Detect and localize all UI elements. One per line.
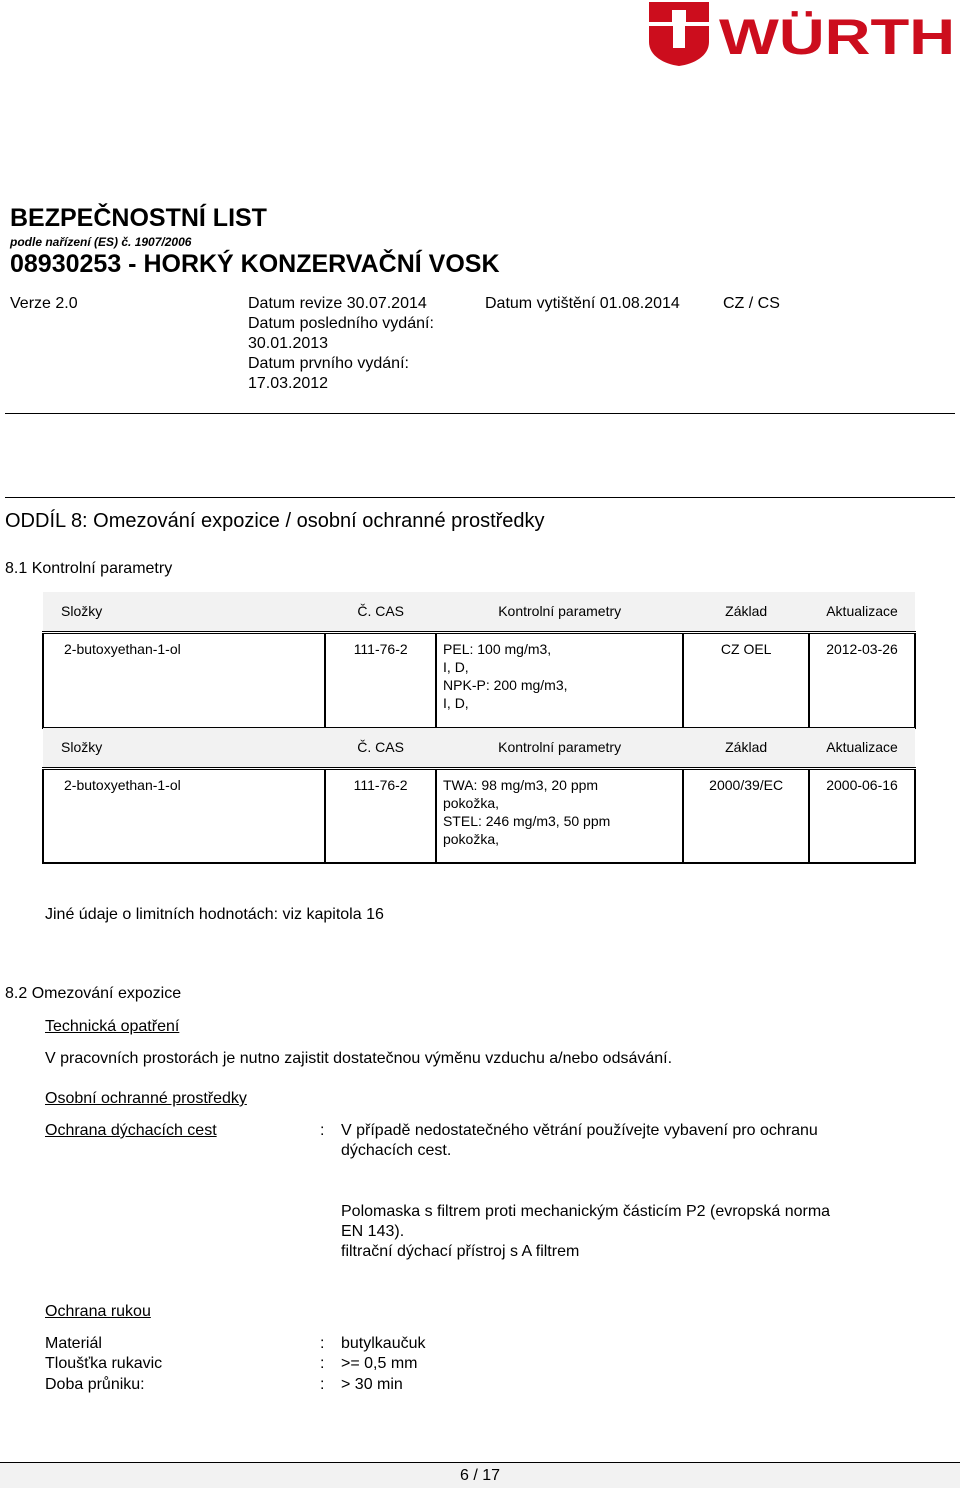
cell-basis: CZ OEL <box>683 632 809 728</box>
col-components: Složky <box>43 728 325 768</box>
col-control-params: Kontrolní parametry <box>436 728 683 768</box>
param-line: I, D, <box>443 658 469 675</box>
document-title: BEZPEČNOSTNÍ LIST <box>10 204 267 232</box>
respiratory-text-line: V případě nedostatečného větrání používejte vybavení pro ochranu <box>341 1122 818 1139</box>
cell-cas: 111-76-2 <box>325 768 436 863</box>
svg-text:WÜRTH: WÜRTH <box>719 9 955 65</box>
table-header-row <box>43 728 915 768</box>
technical-measures-heading: Technická opatření <box>45 1018 180 1035</box>
material-label: Materiál <box>45 1335 102 1352</box>
header-divider <box>5 413 955 414</box>
table-row <box>43 632 915 728</box>
section-title: ODDÍL 8: Omezování expozice / osobní ochranné prostředky <box>5 510 545 532</box>
col-cas: Č. CAS <box>325 592 436 632</box>
respiratory-text-line: filtrační dýchací přístroj s A filtrem <box>341 1243 580 1260</box>
col-components: Složky <box>43 592 325 632</box>
revision-date: Datum revize 30.07.2014 <box>248 295 427 312</box>
control-parameters-table-2 <box>42 728 916 864</box>
colon: : <box>320 1122 325 1139</box>
colon: : <box>320 1355 325 1372</box>
param-line: TWA: 98 mg/m3, 20 ppm <box>442 776 599 793</box>
version: Verze 2.0 <box>10 295 78 312</box>
col-cas: Č. CAS <box>325 728 436 768</box>
subsection-exposure-controls: 8.2 Omezování expozice <box>5 985 182 1002</box>
first-issue-label: Datum prvního vydání: <box>248 355 409 372</box>
product-name: 08930253 - HORKÝ KONZERVAČNÍ VOSK <box>10 250 500 278</box>
language-code: CZ / CS <box>723 295 780 312</box>
cell-params <box>436 632 683 728</box>
regulation-subtitle: podle nařízení (ES) č. 1907/2006 <box>10 235 192 249</box>
col-basis: Základ <box>683 728 809 768</box>
cell-update: 2012-03-26 <box>809 632 915 728</box>
table-row <box>43 768 915 863</box>
glove-thickness-value: >= 0,5 mm <box>341 1355 418 1372</box>
print-date: Datum vytištění 01.08.2014 <box>485 295 680 312</box>
col-basis: Základ <box>683 592 809 632</box>
ppe-heading: Osobní ochranné prostředky <box>45 1090 247 1107</box>
technical-measures-text: V pracovních prostorách je nutno zajistit dostatečnou výměnu vzduchu a/nebo odsávání. <box>45 1050 673 1067</box>
param-line: pokožka, <box>442 830 500 847</box>
breakthrough-time-label: Doba průniku: <box>45 1376 145 1393</box>
respiratory-text-line: EN 143). <box>341 1223 405 1240</box>
respiratory-protection-label: Ochrana dýchacích cest <box>45 1122 217 1139</box>
param-line: I, D, <box>443 694 469 711</box>
other-limits-note: Jiné údaje o limitních hodnotách: viz kapitola 16 <box>45 906 384 923</box>
col-update: Aktualizace <box>809 728 915 768</box>
control-parameters-table-1 <box>42 592 916 729</box>
breakthrough-time-value: > 30 min <box>341 1376 403 1393</box>
material-value: butylkaučuk <box>341 1335 426 1352</box>
cell-params <box>436 768 683 863</box>
cell-component: 2-butoxyethan-1-ol <box>43 768 325 863</box>
cell-component: 2-butoxyethan-1-ol <box>43 632 325 728</box>
col-update: Aktualizace <box>809 592 915 632</box>
last-issue-date: 30.01.2013 <box>248 335 329 352</box>
wurth-logo <box>649 2 957 66</box>
cell-basis: 2000/39/EC <box>683 768 809 863</box>
col-control-params: Kontrolní parametry <box>436 592 683 632</box>
page-number: 6 / 17 <box>459 1467 501 1484</box>
table-header-row <box>43 592 915 632</box>
param-line: pokožka, <box>442 794 500 811</box>
glove-thickness-label: Tloušťka rukavic <box>45 1355 163 1372</box>
colon: : <box>320 1335 325 1352</box>
first-issue-date: 17.03.2012 <box>248 375 329 392</box>
cell-cas: 111-76-2 <box>325 632 436 728</box>
hand-protection-heading: Ochrana rukou <box>45 1303 151 1320</box>
param-line: PEL: 100 mg/m3, <box>443 640 552 657</box>
respiratory-text-line: dýchacích cest. <box>341 1142 452 1159</box>
section-divider <box>5 497 955 498</box>
respiratory-text-line: Polomaska s filtrem proti mechanickým částicím P2 (evropská norma <box>341 1203 831 1220</box>
cell-update: 2000-06-16 <box>809 768 915 863</box>
last-issue-label: Datum posledního vydání: <box>248 315 434 332</box>
subsection-control-parameters: 8.1 Kontrolní parametry <box>5 560 173 577</box>
colon: : <box>320 1376 325 1393</box>
param-line: STEL: 246 mg/m3, 50 ppm <box>442 812 611 829</box>
param-line: NPK-P: 200 mg/m3, <box>443 676 568 693</box>
